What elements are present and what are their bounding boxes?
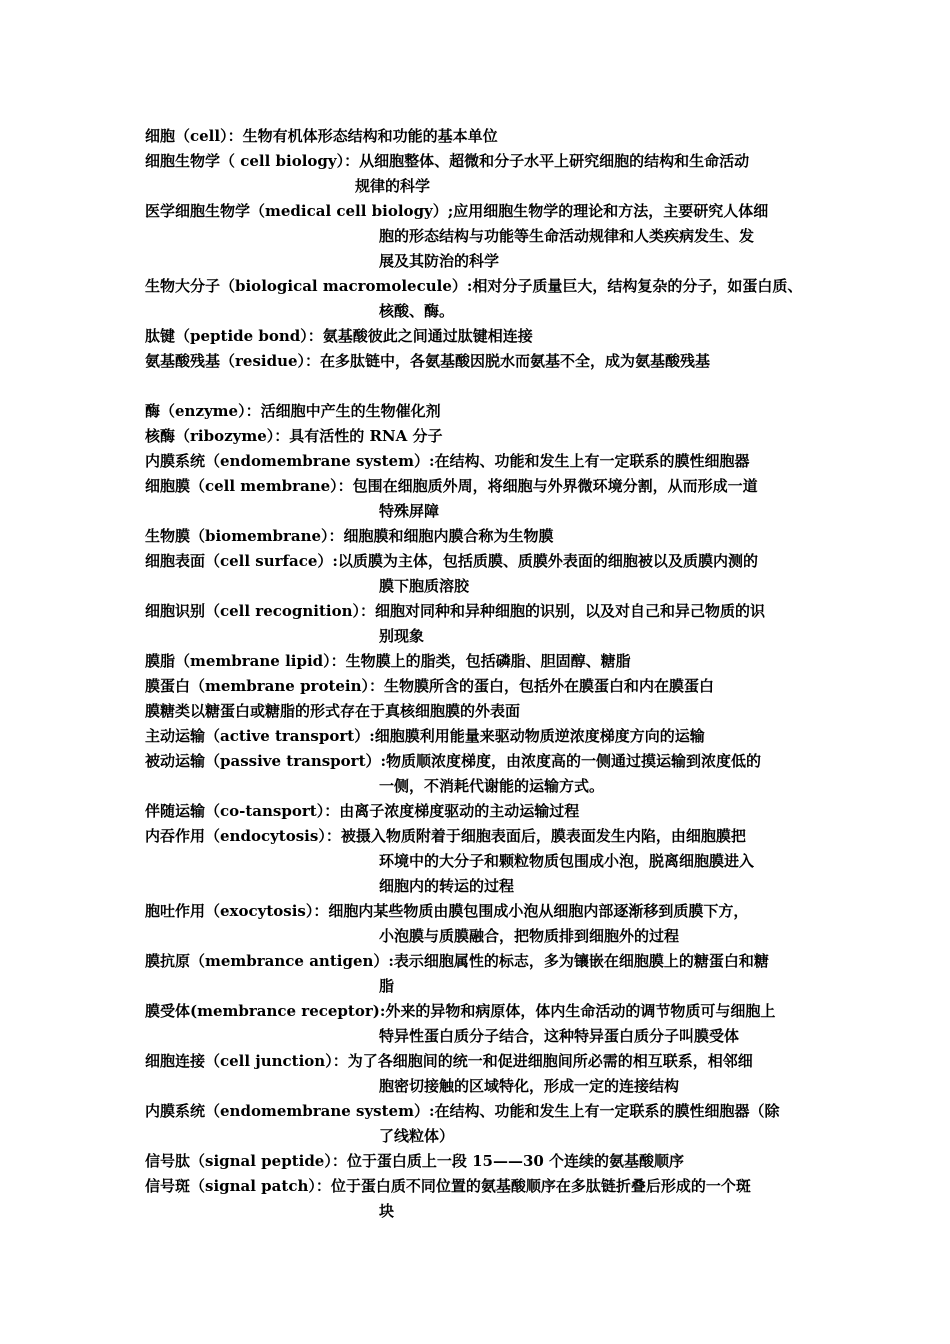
term-line: 主动运输（active transport）:细胞膜利用能量来驱动物质逆浓度梯度方向的运输 [145, 727, 705, 745]
term-line: 细胞表面（cell surface）:以质膜为主体，包括质膜、质膜外表面的细胞被以及质膜内测的 [145, 552, 758, 570]
term-continuation: 了线粒体） [379, 1127, 455, 1145]
term-line: 膜抗原（membrance antigen）:表示细胞属性的标志，多为镶嵌在细胞膜上的糖蛋白和糖 [145, 952, 769, 970]
term-continuation: 胞的形态结构与功能等生命活动规律和人类疾病发生、发 [379, 227, 755, 245]
term-line: 氨基酸残基（residue）：在多肽链中，各氨基酸因脱水而氨基不全，成为氨基酸残基 [145, 352, 711, 370]
term-line: 胞吐作用（exocytosis）：细胞内某些物质由膜包围成小泡从细胞内部逐渐移到质膜下方， [145, 902, 749, 920]
term-line: 信号斑（signal patch）：位于蛋白质不同位置的氨基酸顺序在多肽链折叠后形成的一个斑 [145, 1177, 751, 1195]
term-continuation: 别现象 [379, 627, 425, 645]
term-line: 信号肽（signal peptide）：位于蛋白质上一段 15——30 个连续的氨基酸顺序 [145, 1152, 685, 1170]
term-continuation: 特殊屏障 [379, 502, 440, 520]
term-line: 生物大分子（biological macromolecule）:相对分子质量巨大，结构复杂的分子，如蛋白质、 [145, 277, 803, 295]
term-continuation: 环境中的大分子和颗粒物质包围成小泡，脱离细胞膜进入 [379, 852, 755, 870]
term-line: 细胞识别（cell recognition）：细胞对同种和异种细胞的识别，以及对自己和异己物质的识 [145, 602, 766, 620]
term-line: 酶（enzyme）：活细胞中产生的生物催化剂 [145, 402, 441, 420]
term-continuation: 细胞内的转运的过程 [379, 877, 515, 895]
term-line: 细胞连接（cell junction）：为了各细胞间的统一和促进细胞间所必需的相互联系，相邻细 [145, 1052, 753, 1070]
term-line: 医学细胞生物学（medical cell biology）;应用细胞生物学的理论和方法，主要研究人体细 [145, 202, 769, 220]
term-continuation: 胞密切接触的区域特化，形成一定的连接结构 [379, 1077, 680, 1095]
term-continuation: 规律的科学 [355, 177, 431, 195]
term-continuation: 一侧，不消耗代谢能的运输方式。 [379, 777, 605, 795]
term-line: 伴随运输（co-tansport）：由离子浓度梯度驱动的主动运输过程 [145, 802, 580, 820]
term-continuation: 脂 [379, 977, 395, 995]
term-line: 细胞膜（cell membrane）：包围在细胞质外周，将细胞与外界微环境分割，从而形成一道 [145, 477, 758, 495]
term-line: 内膜系统（endomembrane system）:在结构、功能和发生上有一定联系的膜性细胞器 [145, 452, 750, 470]
term-line: 肽键（peptide bond）：氨基酸彼此之间通过肽键相连接 [145, 327, 533, 345]
term-line: 生物膜（biomembrane）：细胞膜和细胞内膜合称为生物膜 [145, 527, 554, 545]
term-line: 内膜系统（endomembrane system）:在结构、功能和发生上有一定联系的膜性细胞器（除 [145, 1102, 780, 1120]
term-continuation: 特异性蛋白质分子结合，这种特异蛋白质分子叫膜受体 [379, 1027, 740, 1045]
term-line: 内吞作用（endocytosis）：被摄入物质附着于细胞表面后，膜表面发生内陷，由细胞膜把 [145, 827, 746, 845]
term-line: 膜受体(membrance receptor):外来的异物和病原体，体内生命活动的调节物质可与细胞上 [145, 1002, 776, 1020]
term-line: 膜脂（membrane lipid）：生物膜上的脂类，包括磷脂、胆固醇、糖脂 [145, 652, 631, 670]
term-continuation: 展及其防治的科学 [379, 252, 500, 270]
term-line: 细胞（cell）：生物有机体形态结构和功能的基本单位 [145, 127, 498, 145]
term-line: 膜蛋白（membrane protein）：生物膜所含的蛋白，包括外在膜蛋白和内在膜蛋白 [145, 677, 715, 695]
term-continuation: 核酸、酶。 [379, 302, 455, 320]
term-line: 被动运输（passive transport）:物质顺浓度梯度，由浓度高的一侧通过摸运输到浓度低的 [145, 752, 762, 770]
term-line: 核酶（ribozyme）：具有活性的 RNA 分子 [145, 427, 443, 445]
term-line: 膜糖类以糖蛋白或糖脂的形式存在于真核细胞膜的外表面 [145, 702, 521, 720]
term-continuation: 小泡膜与质膜融合，把物质排到细胞外的过程 [379, 927, 680, 945]
term-continuation: 膜下胞质溶胶 [379, 577, 470, 595]
term-continuation: 块 [379, 1202, 395, 1220]
term-line: 细胞生物学（ cell biology）：从细胞整体、超微和分子水平上研究细胞的结构和生命活动 [145, 152, 750, 170]
